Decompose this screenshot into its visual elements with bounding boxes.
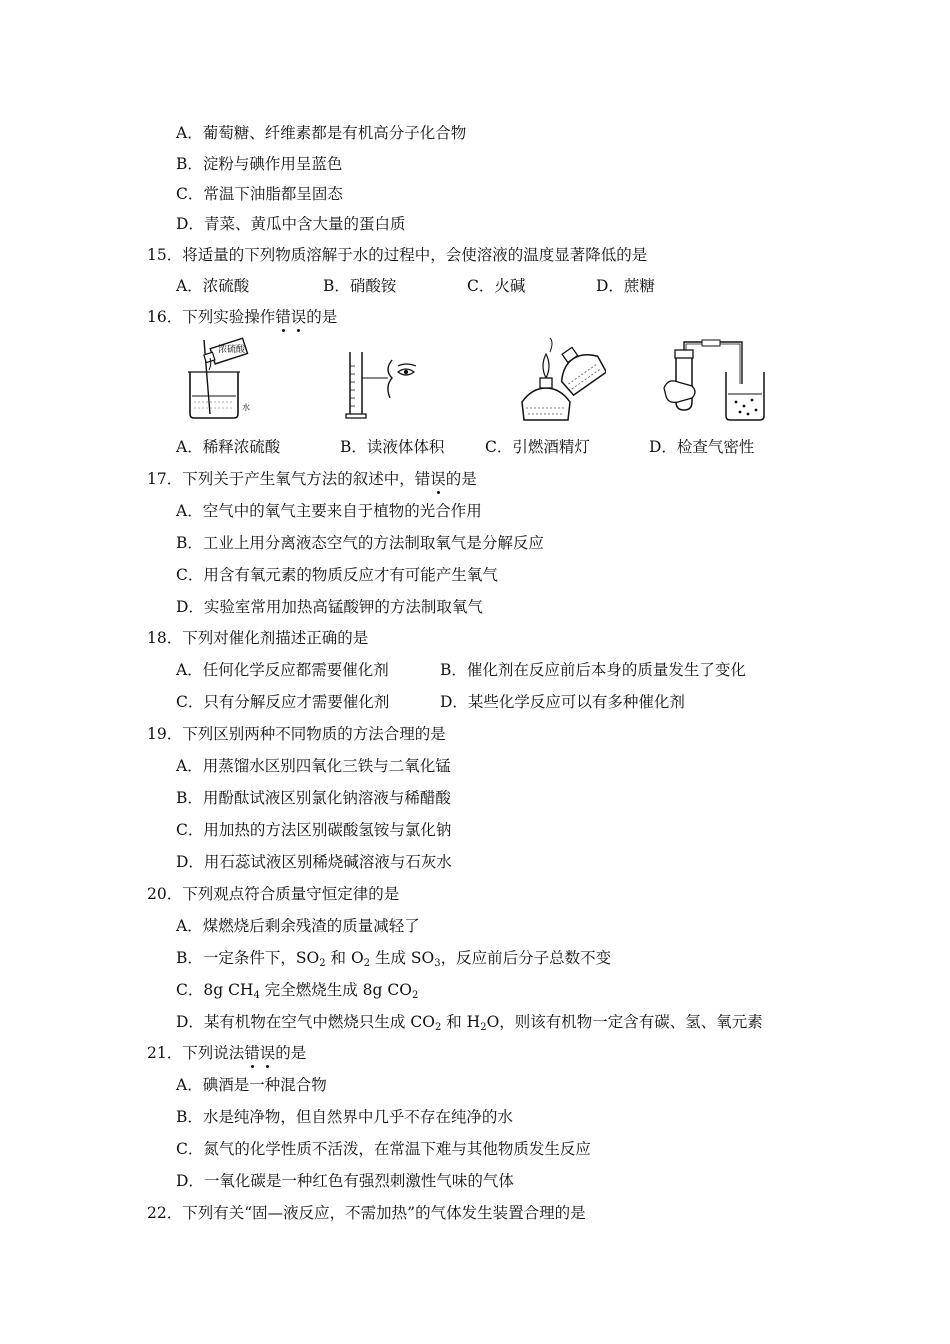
q14-option-d: D．青菜、黄瓜中含大量的蛋白质 [176, 215, 406, 233]
q19-option-b: B．用酚酞试液区别氯化钠溶液与稀醋酸 [176, 789, 451, 807]
q22-stem: 22．下列有关“固—液反应，不需加热”的气体发生装置合理的是 [147, 1204, 586, 1222]
q15-option-c: C．火碱 [467, 277, 526, 295]
q18-stem: 18．下列对催化剂描述正确的是 [147, 629, 369, 647]
q15-option-d: D．蔗糖 [596, 277, 655, 295]
figure-dilute-acid [182, 336, 268, 422]
q19-option-d: D．用石蕊试液区别稀烧碱溶液与石灰水 [176, 853, 452, 871]
q21-stem: 21．下列说法错误的是 [147, 1044, 307, 1062]
q15-option-a: A．浓硫酸 [176, 277, 250, 295]
q15-option-b: B．硝酸铵 [323, 277, 397, 295]
q14-option-a: A．葡萄糖、纤维素都是有机高分子化合物 [176, 124, 467, 142]
q14-option-b: B．淀粉与碘作用呈蓝色 [176, 155, 343, 173]
q21-option-b: B．水是纯净物，但自然界中几乎不存在纯净的水 [176, 1108, 513, 1126]
q20-option-a: A．煤燃烧后剩余残渣的质量减轻了 [176, 917, 420, 935]
q17-option-d: D．实验室常用加热高锰酸钾的方法制取氧气 [176, 598, 483, 616]
q21-option-a: A．碘酒是一种混合物 [176, 1076, 327, 1094]
q19-option-a: A．用蒸馏水区别四氧化三铁与二氧化锰 [176, 757, 451, 775]
q17-option-a: A．空气中的氧气主要来自于植物的光合作用 [176, 502, 482, 520]
q19-stem: 19．下列区别两种不同物质的方法合理的是 [147, 725, 446, 743]
q15-stem: 15．将适量的下列物质溶解于水的过程中，会使溶液的温度显著降低的是 [147, 246, 648, 264]
q18-option-b: B．催化剂在反应前后本身的质量发生了变化 [440, 661, 746, 679]
acid-bottle-label: 浓硫酸 [218, 345, 246, 355]
q16-option-c: C．引燃酒精灯 [485, 438, 590, 456]
q17-option-c: C．用含有氧元素的物质反应才有可能产生氧气 [176, 566, 498, 584]
q20-stem: 20．下列观点符合质量守恒定律的是 [147, 885, 400, 903]
q20-option-c: C．8g $CH_4$ 完全燃烧生成 8g $CO_2$ [176, 981, 419, 1001]
q20-option-d: D．某有机物在空气中燃烧只生成 $CO_2$ 和 $H_2O$，则该有机物一定含有碳、氢、氧元素 [176, 1013, 763, 1033]
q16-option-b: B．读液体体积 [340, 438, 445, 456]
q18-option-d: D．某些化学反应可以有多种催化剂 [440, 693, 685, 711]
water-label: 水 [242, 403, 250, 412]
q17-option-b: B．工业上用分离液态空气的方法制取氧气是分解反应 [176, 534, 544, 552]
q18-option-c: C．只有分解反应才需要催化剂 [176, 693, 390, 711]
q21-option-d: D．一氧化碳是一种红色有强烈刺激性气味的气体 [176, 1172, 514, 1190]
figure-read-cylinder [342, 336, 422, 422]
q19-option-c: C．用加热的方法区别碳酸氢铵与氯化钠 [176, 821, 452, 839]
q16-stem: 16．下列实验操作错误的是 [147, 308, 338, 326]
q14-option-c: C．常温下油脂都呈固态 [176, 185, 343, 203]
figure-airtightness [656, 336, 768, 422]
q20-option-b: B．一定条件下，$SO_2$ 和 $O_2$ 生成 $SO_3$，反应前后分子总数不变 [176, 949, 612, 969]
q17-stem: 17．下列关于产生氧气方法的叙述中，错误的是 [147, 470, 477, 488]
q18-option-a: A．任何化学反应都需要催化剂 [176, 661, 389, 679]
q16-option-d: D．检查气密性 [649, 438, 755, 456]
q16-option-a: A．稀释浓硫酸 [176, 438, 281, 456]
q21-option-c: C．氮气的化学性质不活泼，在常温下难与其他物质发生反应 [176, 1140, 591, 1158]
figure-alcohol-lamp [516, 336, 606, 422]
